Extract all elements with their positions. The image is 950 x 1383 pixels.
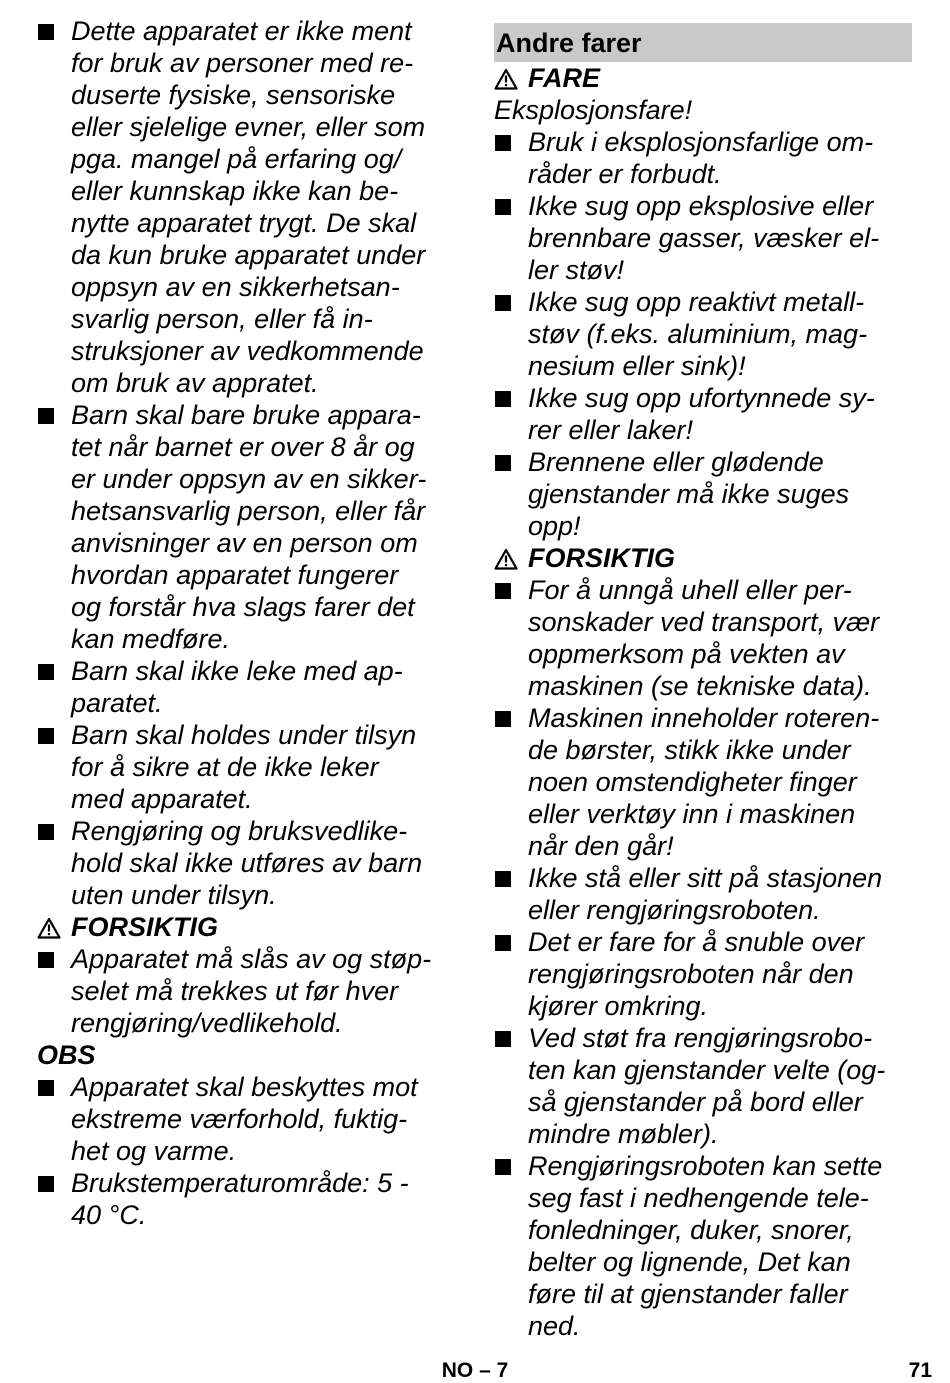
square-bullet-icon [495, 1159, 511, 1175]
list-item: For å unngå uhell eller per- sonskader ved transport, vær oppmerksom på vekten av maskinen (se tekniske data). [494, 574, 914, 702]
obs-heading: OBS [37, 1040, 96, 1070]
square-bullet-icon [495, 455, 511, 471]
list-item: Maskinen inneholder roteren- de børster, stikk ikke under noen omstendigheter finger eller verktøy inn i maskinen når den går! [494, 702, 914, 862]
square-bullet-icon [38, 1176, 54, 1192]
list-item: Brennene eller glødende gjenstander må ikke suges opp! [494, 446, 914, 542]
bullet-list-intro [37, 15, 457, 911]
right-column [494, 15, 914, 1342]
list-item: Barn skal bare bruke appara- tet når barnet er over 8 år og er under oppsyn av en sikker- hetsansvarlig person, eller får anvisninger av en person om hvordan apparatet fungerer og forstår hva slags farer det kan medføre. [37, 399, 457, 655]
list-item: Apparatet skal beskyttes mot ekstreme værforhold, fuktig- het og varme. [37, 1071, 457, 1167]
list-item: Ikke stå eller sitt på stasjonen eller rengjøringsroboten. [494, 862, 914, 926]
warning-triangle-icon [494, 68, 518, 90]
list-item: Rengjøringsroboten kan sette seg fast i nedhengende tele- fonledninger, duker, snorer, belter og lignende, Det kan føre til at gjenstander faller ned. [494, 1150, 914, 1342]
square-bullet-icon [495, 583, 511, 599]
list-item: Dette apparatet er ikke ment for bruk av personer med re- duserte fysiske, sensoriske eller sjelelige evner, eller som pga. mangel på erfaring og/ eller kunnskap ikke kan be- nytte apparatet trygt. De skal da kun bruke apparatet under oppsyn av en sikkerhetsan- svarlig person, eller få in- struksjoner av vedkommende om bruk av appratet. [37, 15, 457, 399]
square-bullet-icon [495, 871, 511, 887]
warning-triangle-icon [37, 917, 61, 939]
danger-subtitle: Eksplosjonsfare! [494, 95, 693, 125]
list-item: Ikke sug opp ufortynnede sy- rer eller laker! [494, 382, 914, 446]
page-number: 71 [908, 1359, 932, 1382]
list-item: Det er fare for å snuble over rengjøringsroboten når den kjører omkring. [494, 926, 914, 1022]
square-bullet-icon [495, 295, 511, 311]
list-item: Ved støt fra rengjøringsrobo- ten kan gjenstander velte (og- så gjenstander på bord eller mindre møbler). [494, 1022, 914, 1150]
left-column [37, 15, 457, 1231]
square-bullet-icon [38, 824, 54, 840]
list-item: Brukstemperaturområde: 5 - 40 °C. [37, 1167, 457, 1231]
square-bullet-icon [38, 728, 54, 744]
square-bullet-icon [495, 711, 511, 727]
square-bullet-icon [38, 1080, 54, 1096]
list-item: Barn skal ikke leke med ap- paratet. [37, 655, 457, 719]
square-bullet-icon [495, 199, 511, 215]
section-page-label: NO – 7 [441, 1359, 509, 1382]
list-item: Ikke sug opp eksplosive eller brennbare gasser, væsker el- ler støv! [494, 190, 914, 286]
square-bullet-icon [38, 24, 54, 40]
caution-heading: FORSIKTIG [37, 911, 457, 943]
square-bullet-icon [495, 1031, 511, 1047]
square-bullet-icon [495, 391, 511, 407]
warning-triangle-icon [494, 548, 518, 570]
square-bullet-icon [495, 135, 511, 151]
square-bullet-icon [38, 408, 54, 424]
caution-heading: FORSIKTIG [494, 542, 914, 574]
list-item: Bruk i eksplosjonsfarlige om- råder er forbudt. [494, 126, 914, 190]
list-item: Ikke sug opp reaktivt metall- støv (f.eks. aluminium, mag- nesium eller sink)! [494, 286, 914, 382]
list-item: Barn skal holdes under tilsyn for å sikre at de ikke leker med apparatet. [37, 719, 457, 815]
danger-heading: FARE [494, 62, 914, 94]
list-item: Rengjøring og bruksvedlike- hold skal ikke utføres av barn uten under tilsyn. [37, 815, 457, 911]
list-item: Apparatet må slås av og støp- selet må trekkes ut før hver rengjøring/vedlikehold. [37, 943, 457, 1039]
square-bullet-icon [38, 952, 54, 968]
section-title: Andre farer [494, 23, 912, 62]
square-bullet-icon [38, 664, 54, 680]
square-bullet-icon [495, 935, 511, 951]
